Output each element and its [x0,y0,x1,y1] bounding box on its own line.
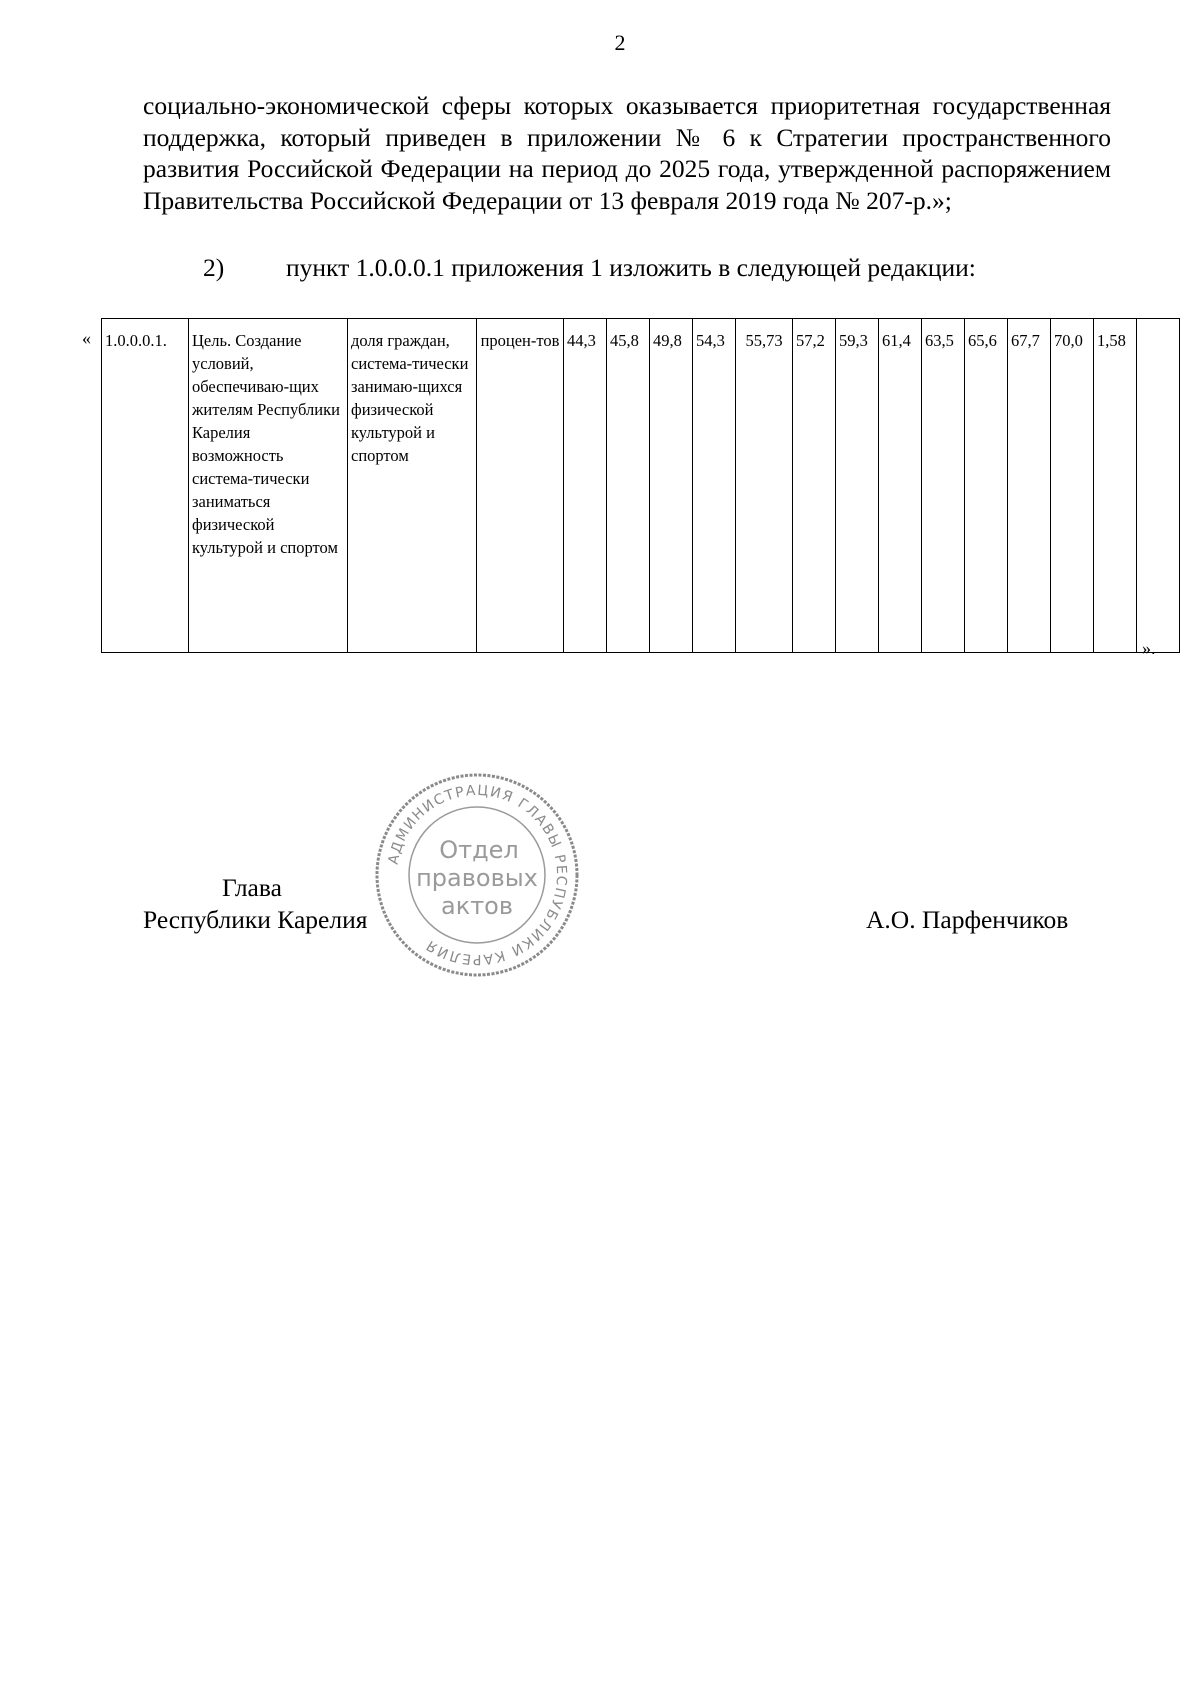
cell-value: 70,0 [1051,319,1094,653]
closing-quote: ». [1142,638,1156,658]
cell-code: 1.0.0.0.1. [102,319,189,653]
stamp-line-1: Отдел [439,836,519,864]
body-text [143,90,1111,216]
cell-empty [1137,319,1180,653]
stamp-line-2: правовых [416,864,538,892]
list-item-text: пункт 1.0.0.0.1 приложения 1 изложить в следующей редакции: [286,253,976,282]
cell-value: 65,6 [965,319,1008,653]
cell-indicator: доля граждан, система-тически занимаю-щихся физической культурой и спортом [348,319,477,653]
opening-quote: « [82,328,91,348]
paragraph-1: социально-экономической сферы которых оказывается приоритетная государственная поддержка, который приведен в приложении № 6 к Стратегии пространственного развития Российской Федерации на период до 2025 года, утвержденной распоряжением Правительства Российской Федерации от 13 февраля 2019 года № 207-р.»; [143,91,1111,215]
cell-value: 1,58 [1094,319,1137,653]
cell-value: 55,73 [736,319,793,653]
cell-value: 59,3 [836,319,879,653]
cell-value: 61,4 [879,319,922,653]
cell-value: 49,8 [650,319,693,653]
cell-value: 54,3 [693,319,736,653]
cell-value: 57,2 [793,319,836,653]
indicator-table [101,318,1180,653]
signature-name: А.О. Парфенчиков [866,905,1069,934]
table-row [102,319,1180,653]
list-item-number: 2) [203,253,225,282]
stamp-ring-text: АДМИНИСТРАЦИЯ ГЛАВЫ РЕСПУБЛИКИ КАРЕЛИЯ [385,782,570,968]
cell-value: 44,3 [564,319,607,653]
cell-value: 63,5 [922,319,965,653]
cell-value: 67,7 [1008,319,1051,653]
page-number: 2 [614,30,626,55]
stamp-seal [372,770,582,980]
signature-title-line1: Глава [222,873,282,902]
stamp-line-3: актов [440,892,514,920]
signature-title-line2: Республики Карелия [143,905,368,934]
cell-value: 45,8 [607,319,650,653]
cell-goal: Цель. Создание условий, обеспечиваю-щих жителям Республики Карелия возможность система-тически заниматься физической культурой и спортом [189,319,348,653]
cell-unit: процен-тов [477,319,564,653]
